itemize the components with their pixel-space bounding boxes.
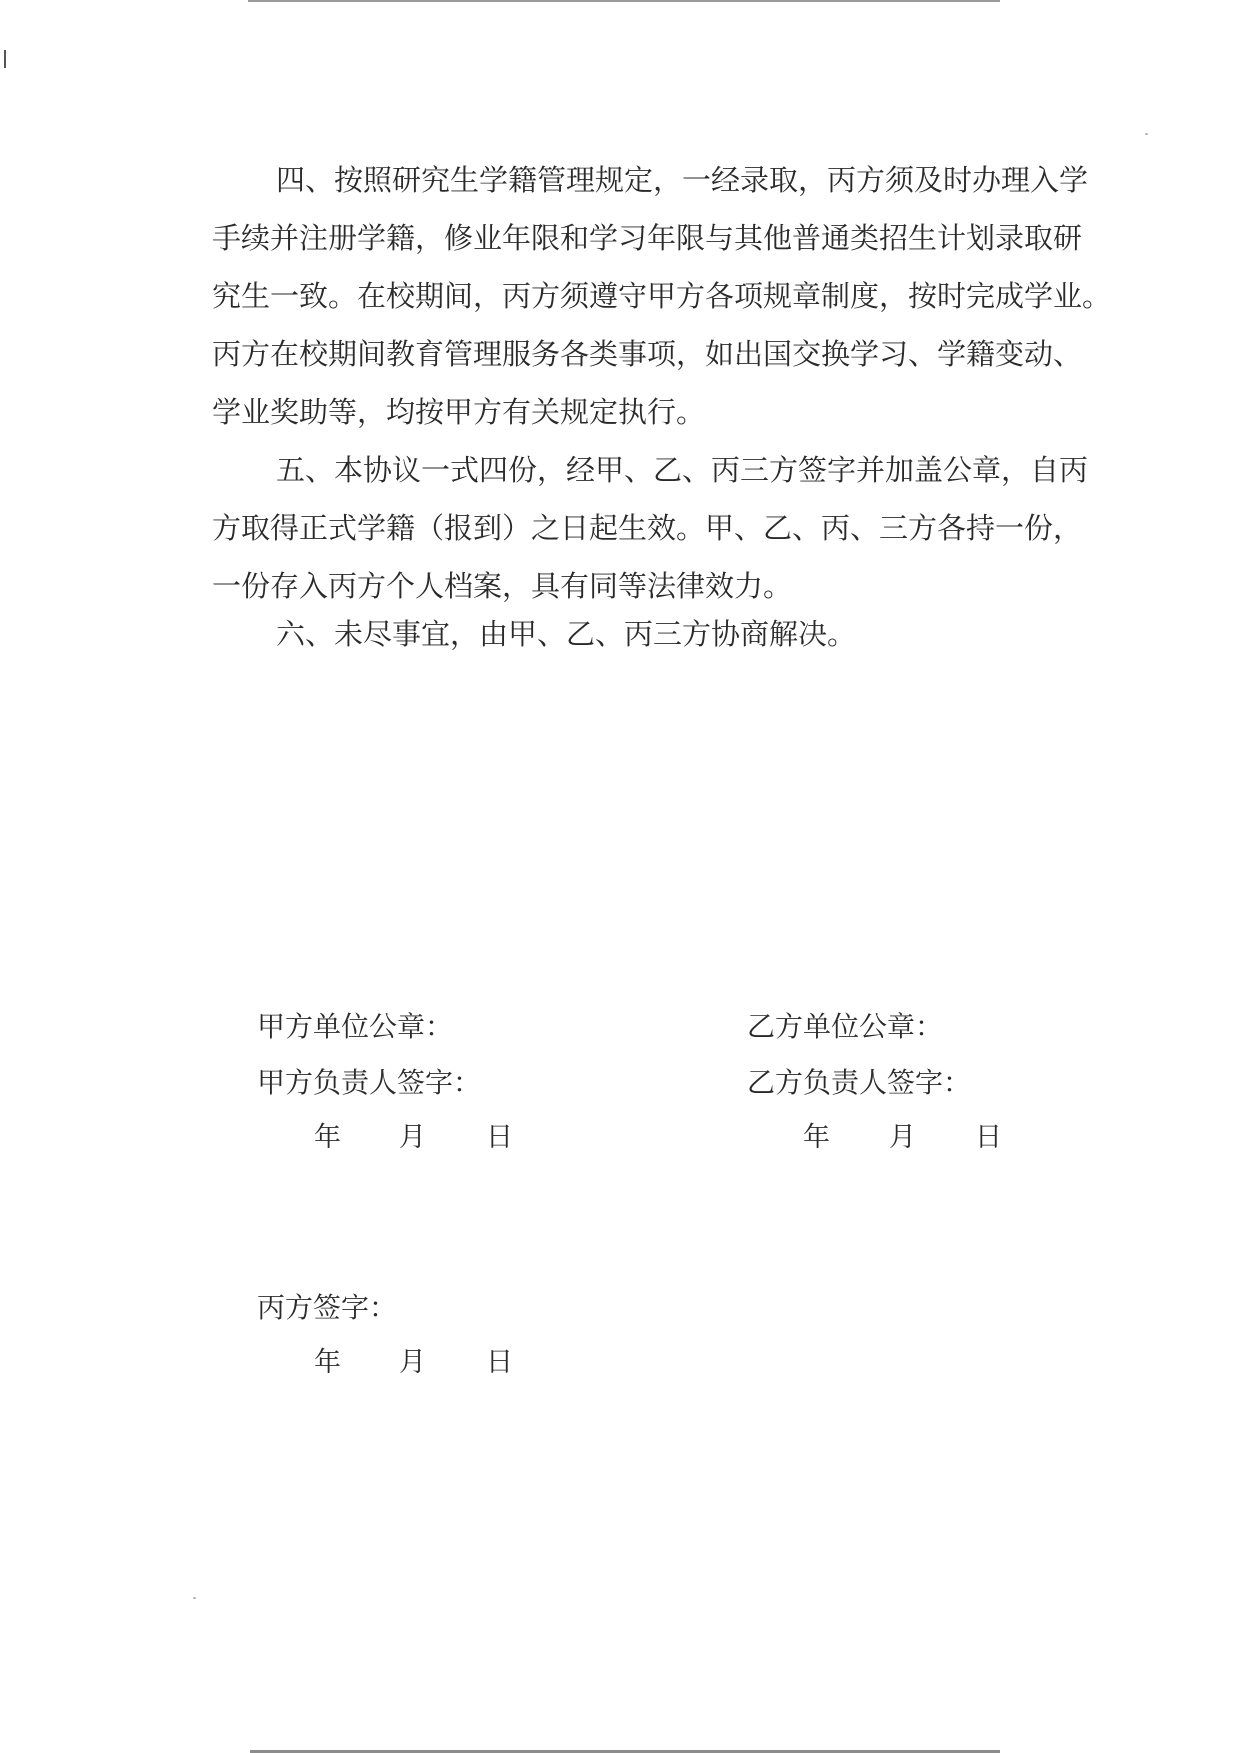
clause-text: 五、本协议一式四份，经甲、乙、丙三方签字并加盖公章，自丙 [276, 453, 1089, 487]
clause-four-line-3 [212, 276, 1112, 316]
clause-text: 一份存入丙方个人档案，具有同等法律效力。 [212, 569, 793, 603]
clause-four-line-4 [212, 334, 1083, 374]
clause-text: 学业奖助等，均按甲方有关规定执行。 [212, 395, 706, 429]
clause-four-line-5 [212, 392, 705, 432]
party-a-seal-label: 甲方单位公章： [257, 1010, 454, 1043]
clause-text: 究生一致。在校期间，丙方须遵守甲方各项规章制度，按时完成学业。 [212, 279, 1112, 313]
scan-speck [1145, 133, 1148, 135]
clause-four-line-1 [276, 160, 1089, 200]
clause-five-line-1 [276, 450, 1089, 490]
month-label: 月 [399, 1122, 426, 1153]
day-label: 日 [486, 1347, 513, 1378]
scan-top-edge [248, 0, 1000, 2]
scan-left-mark [4, 50, 6, 68]
clause-text: 六、未尽事宜，由甲、乙、丙三方协商解决。 [276, 617, 857, 651]
month-label: 月 [399, 1347, 426, 1378]
party-a-signer-label: 甲方负责人签字： [257, 1066, 482, 1099]
year-label: 年 [314, 1347, 341, 1378]
clause-four-line-2 [212, 218, 1083, 258]
month-label: 月 [889, 1122, 916, 1153]
clause-text: 丙方在校期间教育管理服务各类事项，如出国交换学习、学籍变动、 [212, 337, 1083, 371]
party-b-seal-label: 乙方单位公章： [747, 1010, 944, 1043]
year-label: 年 [803, 1122, 830, 1153]
clause-text: 四、按照研究生学籍管理规定，一经录取，丙方须及时办理入学 [276, 163, 1089, 197]
party-c-signer-label: 丙方签字： [257, 1291, 398, 1324]
scan-speck [193, 1597, 196, 1599]
party-b-signer-label: 乙方负责人签字： [747, 1066, 972, 1099]
clause-five-line-3 [212, 566, 792, 606]
year-label: 年 [314, 1122, 341, 1153]
day-label: 日 [486, 1122, 513, 1153]
clause-text: 手续并注册学籍，修业年限和学习年限与其他普通类招生计划录取研 [212, 221, 1083, 255]
clause-text: 方取得正式学籍（报到）之日起生效。甲、乙、丙、三方各持一份， [212, 511, 1083, 545]
day-label: 日 [975, 1122, 1002, 1153]
clause-five-line-2 [212, 508, 1083, 548]
clause-six-line-1 [276, 614, 856, 654]
